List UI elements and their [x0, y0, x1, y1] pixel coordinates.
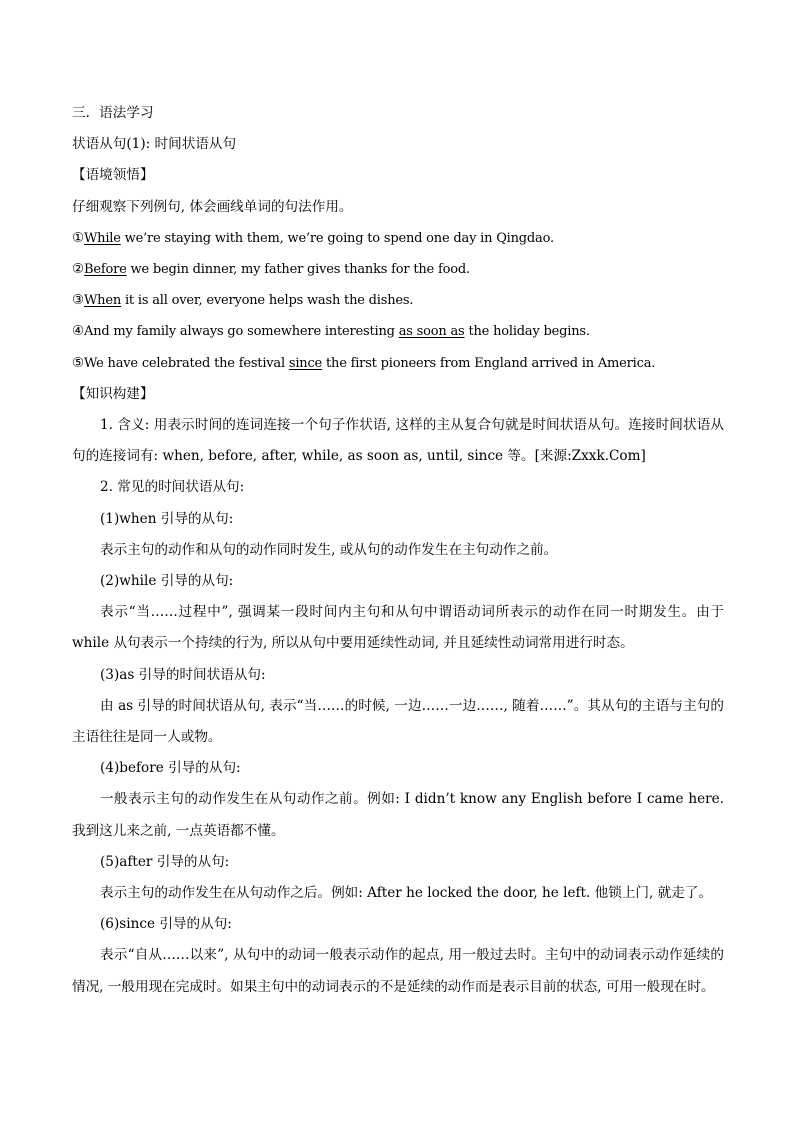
- item-title: (1)when 引导的从句:: [100, 510, 234, 527]
- item-body: 表示“自从……以来”, 从句中的动词一般表示动作的起点, 用一般过去时。主句中的动词表示动作延续的情况, 一般用现在完成时。如果主句中的动词表示的不是延续的动作而是表示目前的状态, 可用一般现在时。: [72, 947, 724, 995]
- item-title: (3)as 引导的时间状语从句:: [100, 666, 266, 683]
- section-label-context: 【语境领悟】: [72, 167, 154, 184]
- subheading: 状语从句(1): 时间状语从句: [72, 136, 237, 153]
- point-heading: 2. 常见的时间状语从句:: [100, 479, 245, 496]
- item-title: (5)after 引导的从句:: [100, 853, 230, 870]
- item-body: 表示“当……过程中”, 强调某一段时间内主句和从句中谓语动词所表示的动作在同一时期发生。由于 while 从句表示一个持续的行为, 所以从句中要用延续性动词, 并且延续性动词常用进行时态。: [72, 604, 724, 652]
- instruction: 仔细观察下列例句, 体会画线单词的句法作用。: [72, 198, 353, 215]
- underlined-word: since: [288, 355, 323, 371]
- underlined-word: When: [84, 293, 122, 309]
- underlined-word: Before: [84, 262, 127, 278]
- item-body: 由 as 引导的时间状语从句, 表示“当……的时候, 一边……一边……, 随着……”。其从句的主语与主句的主语往往是同一人或物。: [72, 697, 724, 746]
- example-sentence: ②Before we begin dinner, my father gives thanks for the food.: [72, 261, 470, 278]
- section-heading: 三．语法学习: [72, 105, 154, 121]
- example-sentence: ④And my family always go somewhere interesting as soon as the holiday begins.: [72, 323, 590, 340]
- example-sentence: ⑤We have celebrated the festival since the first pioneers from England arrived in America.: [72, 354, 656, 371]
- item-body: 表示主句的动作和从句的动作同时发生, 或从句的动作发生在主句动作之前。: [100, 541, 558, 558]
- example-sentence: ①While we’re staying with them, we’re going to spend one day in Qingdao.: [72, 229, 554, 246]
- definition-paragraph: 1. 含义: 用表示时间的连词连接一个句子作状语, 这样的主从复合句就是时间状语从句。连接时间状语从句的连接词有: when, before, after, while, as soon as, until, since 等。[来源:Zxxk.Com]: [72, 417, 724, 465]
- underlined-word: as soon as: [398, 324, 465, 340]
- underlined-word: While: [84, 230, 121, 246]
- example-sentence: ③When it is all over, everyone helps wash the dishes.: [72, 292, 414, 309]
- item-body: 表示主句的动作发生在从句动作之后。例如: After he locked the door, he left. 他锁上门, 就走了。: [100, 885, 713, 902]
- item-title: (4)before 引导的从句:: [100, 760, 241, 777]
- item-title: (2)while 引导的从句:: [100, 573, 234, 590]
- item-title: (6)since 引导的从句:: [100, 916, 232, 933]
- section-label-knowledge: 【知识构建】: [72, 385, 154, 402]
- item-body: 一般表示主句的动作发生在从句动作之前。例如: I didn’t know any English before I came here. 我到这儿来之前, 一点英语都不懂。: [72, 791, 724, 839]
